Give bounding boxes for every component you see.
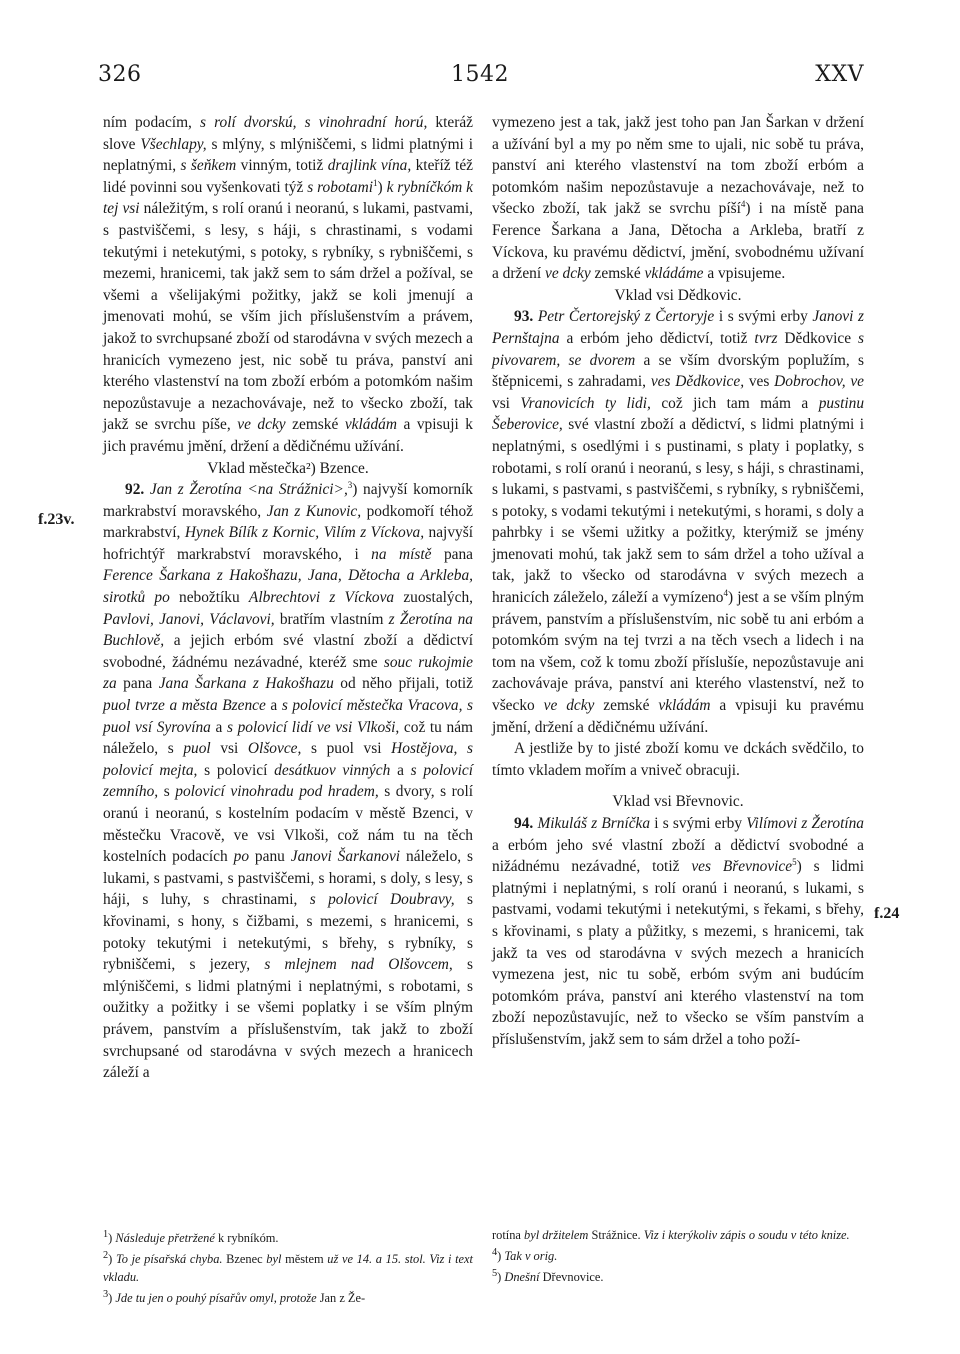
footnote: $^1$) Následuje přetržené k rybníkóm. [103, 1229, 279, 1246]
left-column [103, 112, 473, 1084]
folio-note-right: f.24 [874, 905, 900, 922]
footnote: $^4$) Tak v orig. [492, 1247, 558, 1264]
right-column [492, 112, 864, 1051]
page-year: 1542 [451, 62, 509, 87]
paragraph-94: 94. Mikuláš z Brníčka i s svými erby Vilímovi z Žerotína a erbóm jeho své vlastní zboží a dědictví svobodné a nižádnému nezávadné, totiž ves Břevnovice$^5$) s lidmi platnými i neplatnými, s rolí oranú i neoranú, s lukami, s pastvami, vodami tekutými i netekutými, s řekami, s břehy, s křovinami, s platy a půžitky, s mezemi, s hranicemi, tak jakž ta ves od starodávna v svých mezech a hranicích vymezena jest, nic tu sobě, erbóm svým ani budúcím potomkóm práva, panství ani kterého vlastenství na tom zboží nepozůstavujíc, než to všecko se vším panstvím a příslušenstvím, jakž sem to sám držel a toho poží- [492, 815, 865, 1048]
paragraph: A jestliže by to jisté zboží komu ve dckách svědčilo, to tímto vkladem mořím a vnivеč obracuji. [492, 740, 864, 779]
section-heading: Vklad městečka²) Bzence. [207, 459, 369, 477]
section-number: XXV [815, 62, 864, 87]
paragraph: vymezeno jest a tak, jakž jest toho pan Jan Šarkan v držení a užívání byl a my po něm sme to ujali, nic sobě tu práva, panství ani kterého vlastenství na tom zboží erbóm a potomkóm našim nepozůstavuje a nezachovávaje, než to všecko zboží, tak jakž se svrchu píší$^4$) i na místě pana Ference Šarkana a Jana, Dětocha a Arkleba, bratří z Víckova, ku pravému dědictví, jmění, svobodnému užívaní a držení ve dcky zemské vkládáme a vpisujeme. [492, 114, 864, 283]
paragraph-93: 93. Petr Čertorejský z Čertoryje i s svými erby Janovi z Pernštajna a erbóm jeho dědictví, totiž tvrz Dědkovice s pivovarem, se dvorem a se vším dvorským poplužím, s štěpnicemi, s zahradami, ves Dědkovice, ves Dobrochov, ve vsi Vranovicích ty lidi, což jich tam mám a pustinu Šeberovice, své vlastní zboží a dědictví, s lidmi platnými i neplatnými, s osedlými i s pustinami, s platy i poplatky, s robotami, s rolí oranú i neoranú, s lesy, s háji, s chrastinami, s lukami, s pastvami, s pastviščemi, s rybníky, s rybniščemi, s potoky, s vodami tekutými i netekutými, s horami, s doly a pahrbky i se všemi užitky a požitky, kterýmiž se jmény jmenovati mohú, tak jakž sem to sám držel a toho užíval a tak, jakž to všecko od starodávna v svých mezech a hranicích záleželo, záleží a vymízeno$^4$) jest a se vším plným právem, panstvím a příslušenstvím, nic sobě tu ani erbóm a potomkóm svým na tej tvrzi a na těch vsech a lidech i na tom na všem, což k tomu zboží příslušíe, nepozůstavuje ani zachovávaje práva, panství ani kterého vlastenství, než to všecko ve dcky zemské vkládám a vpisuji ku pravému jmění, držení a dědičnému užívání. [492, 308, 865, 736]
footnote: $^5$) Dnešní Dřevnovice. [492, 1268, 604, 1285]
page-number: 326 [98, 62, 142, 87]
footnotes-left [103, 1226, 473, 1307]
folio-note-left: f.23v. [38, 511, 75, 528]
paragraph: ním podacím, s rolí dvorskú, s vinohradní horú, kteráž slove Všechlapy, s mlýny, s mlýniščemi, s lidmi platnými i neplatnými, s šeňkem vinným, totiž drajlink vína, kteříž též lidé povinni sou vyšenkovati týž s robotami$^1$) k rybníčkóm k tej vsi náležitým, s rolí oranú i neoranú, s lukami, pastvami, s pastviščemi, s lesy, s háji, s chrastinami, s vodami tekutými i netekutými, s potoky, s rybníky, s rybniščemi, s mezemi, hranicemi, tak jakž sem to sám držel a požíval, se všemi a všelijakými požitky, jakž se koli jmenují a jmenovati mohú, se vším jich příslušenstvím a právem, jakož to svrchupsané zboží od starodávna v svých mezech a hranicích vymezeno jest, nic sobě tu práva, panství ani kterého vlastenství na tom zboží erbóm a potomkóm našim nepozůstavuje a nezachovávaje, než to všecko zboží, tak jakž se svrchu píše, ve dcky zemské vkládám a vpisuji k jich pravému jmění, držení a dědičnému užívání. [103, 114, 474, 455]
paragraph-92: 92. Jan z Žerotína <na Strážnici>,$^3$) najvyší komorník markrabství moravského, Jan z Kunovic, podkomoří téhož markrabství, Hynek Bílík z Kornic, Vilím z Víckova, najvyší hofrichtýř markrabství moravského, i na místě pana Ference Šarkana z Hakošhazu, Jana, Dětocha a Arkleba, sirotků po nebožtíku Albrechtovi z Víckova zuostalých, Pavlovi, Janovi, Václavovi, bratřím vlastním z Žerotína na Buchlově, a jejich erbóm své vlastní zboží a dědictví svobodné, žádnému nezávadné, kteréž sme souc rukojmie za pana Jana Šarkana z Hakošhazu od něho přijali, totiž puol tvrze a města Bzence a s polovicí městečka Vracova, s puol vsí Syrovína a s polovicí lidí ve vsi Vlkoši, což tu nám náleželo, s puol vsi Olšovce, s puol vsi Hostějova, s polovicí mejta, s polovicí desátkuov vinných a s polovicí zemního, s polovicí vinohradu pod hradem, s dvory, s rolí oranú i neoranú, s kostelním podacím v městě Bzenci, v městečku Vracově, ve vsi Vlkoši, což nám tu na těch kostelních podacích po panu Janovi Šarkanovi náleželo, s lukami, s pastvami, s pastviščemi, s horami, s doly, s lesy, s háji, s luhy, s chrastinami, s polovicí Doubravy, s křovinami, s hony, s čižbami, s mezemi, s hranicemi, s potoky tekutými i netekutými, s břehy, s rybníky, s rybniščemi, s jezery, s mlejnem nad Olšovcem, s mlýniščemi, s lidmi platnými i neplatnými, s robotami, s oužitky a požitky i se všemi poplatky i se vším plným právem, panstvím a příslušenstvím, tak jakž to zboží svrchupsané od starodávna v svých mezech a hranicech záleží a [103, 479, 474, 1082]
footnote: rotína byl držitelem Strážnice. Viz i kterýkoliv zápis o soudu v této knize. [492, 1228, 850, 1242]
section-heading: Vklad vsi Břevnovic. [612, 793, 744, 811]
section-heading: Vklad vsi Dědkovic. [614, 286, 742, 304]
footnote: $^3$) Jde tu jen o pouhý písařův omyl, protože Jan z Že- [103, 1289, 366, 1306]
footnotes-right [492, 1226, 864, 1286]
footnote: $^2$) To je písařská chyba. Bzenec byl městem už ve 14. a 15. stol. Viz i text vkladu. [103, 1250, 473, 1285]
